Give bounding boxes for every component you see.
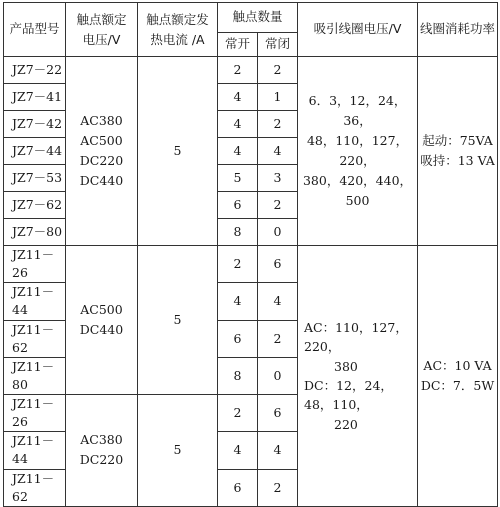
model-cell: JZ11－44	[4, 283, 66, 320]
model-cell: JZ7－42	[4, 111, 66, 138]
no-count-cell: 4	[218, 111, 258, 138]
header-rated-voltage-line1: 触点额定	[76, 11, 127, 27]
voltage-value: DC220	[79, 153, 124, 168]
nc-count-cell: 0	[258, 357, 298, 394]
nc-count-cell: 6	[258, 246, 298, 283]
model-cell: JZ11－26	[4, 246, 66, 283]
header-rated-current-line2: 热电流 /A	[150, 31, 205, 47]
rated-voltage-cell	[66, 57, 138, 246]
rated-current-cell: 5	[138, 395, 218, 507]
coil-voltage-line: DC：12，24，48，110，	[304, 377, 393, 413]
nc-count-cell: 2	[258, 111, 298, 138]
no-count-cell: 6	[218, 320, 258, 357]
no-count-cell: 4	[218, 84, 258, 111]
coil-power-line: 起动：75VA	[422, 133, 493, 148]
no-count-cell: 8	[218, 357, 258, 394]
nc-count-cell: 2	[258, 57, 298, 84]
header-coil-power: 线圈消耗功率	[418, 3, 498, 57]
coil-voltage-line: 380，420，440，500	[302, 173, 413, 208]
header-coil-voltage: 吸引线圈电压/V	[298, 3, 418, 57]
model-cell: JZ11－26	[4, 395, 66, 432]
no-count-cell: 4	[218, 283, 258, 320]
voltage-value: AC380	[80, 113, 123, 128]
header-rated-voltage-line2: 电压/V	[82, 31, 121, 47]
nc-count-cell: 4	[258, 432, 298, 469]
no-count-cell: 5	[218, 165, 258, 192]
nc-count-cell: 4	[258, 138, 298, 165]
coil-voltage-line: 220	[334, 416, 358, 432]
header-normally-open: 常开	[218, 33, 258, 57]
model-cell: JZ7－53	[4, 165, 66, 192]
coil-voltage-line: 6．3，12，24，36，	[308, 93, 407, 128]
no-count-cell: 2	[218, 395, 258, 432]
nc-count-cell: 2	[258, 469, 298, 506]
no-count-cell: 6	[218, 469, 258, 506]
rated-current-cell: 5	[138, 57, 218, 246]
header-normally-closed: 常闭	[258, 33, 298, 57]
coil-voltage-line: 48，110，127，220，	[306, 133, 409, 168]
no-count-cell: 4	[218, 432, 258, 469]
coil-power-line: DC：7．5W	[420, 377, 495, 393]
nc-count-cell: 4	[258, 283, 298, 320]
model-cell: JZ7－62	[4, 192, 66, 219]
model-cell: JZ7－22	[4, 57, 66, 84]
rated-voltage-cell	[66, 246, 138, 395]
nc-count-cell: 2	[258, 320, 298, 357]
rated-current-cell: 5	[138, 246, 218, 395]
voltage-value: DC440	[79, 173, 124, 188]
model-cell: JZ7－80	[4, 219, 66, 246]
nc-count-cell: 3	[258, 165, 298, 192]
table-row	[4, 246, 498, 283]
coil-voltage-cell	[298, 57, 418, 246]
model-cell: JZ11－80	[4, 357, 66, 394]
nc-count-cell: 0	[258, 219, 298, 246]
coil-power-cell	[418, 57, 498, 246]
relay-spec-table	[3, 2, 498, 507]
header-rated-current-line1: 触点额定发	[146, 11, 209, 27]
voltage-value: DC220	[79, 452, 124, 468]
no-count-cell: 4	[218, 138, 258, 165]
no-count-cell: 2	[218, 246, 258, 283]
nc-count-cell: 6	[258, 395, 298, 432]
model-cell: JZ11－62	[4, 320, 66, 357]
voltage-value: DC440	[79, 322, 124, 337]
voltage-value: AC500	[80, 302, 123, 317]
header-rated-current	[138, 3, 218, 57]
model-cell: JZ11－62	[4, 469, 66, 506]
model-cell: JZ7－44	[4, 138, 66, 165]
rated-voltage-cell	[66, 395, 138, 507]
voltage-value: AC500	[80, 133, 123, 148]
coil-voltage-line: 380	[334, 358, 358, 374]
header-model: 产品型号	[4, 3, 66, 57]
no-count-cell: 6	[218, 192, 258, 219]
voltage-value: AC380	[80, 432, 123, 448]
coil-power-line: 吸持：13 VA	[420, 153, 495, 168]
header-row	[4, 3, 498, 33]
coil-power-cell	[418, 246, 498, 507]
coil-voltage-line: AC：110，127，220，	[304, 319, 408, 355]
coil-voltage-cell	[298, 246, 418, 507]
header-contact-count: 触点数量	[218, 3, 298, 33]
model-cell: JZ11－44	[4, 432, 66, 469]
no-count-cell: 2	[218, 57, 258, 84]
model-cell: JZ7－41	[4, 84, 66, 111]
nc-count-cell: 2	[258, 192, 298, 219]
nc-count-cell: 1	[258, 84, 298, 111]
no-count-cell: 8	[218, 219, 258, 246]
table-row	[4, 57, 498, 84]
coil-power-line: AC：10 VA	[423, 357, 492, 373]
header-rated-voltage	[66, 3, 138, 57]
